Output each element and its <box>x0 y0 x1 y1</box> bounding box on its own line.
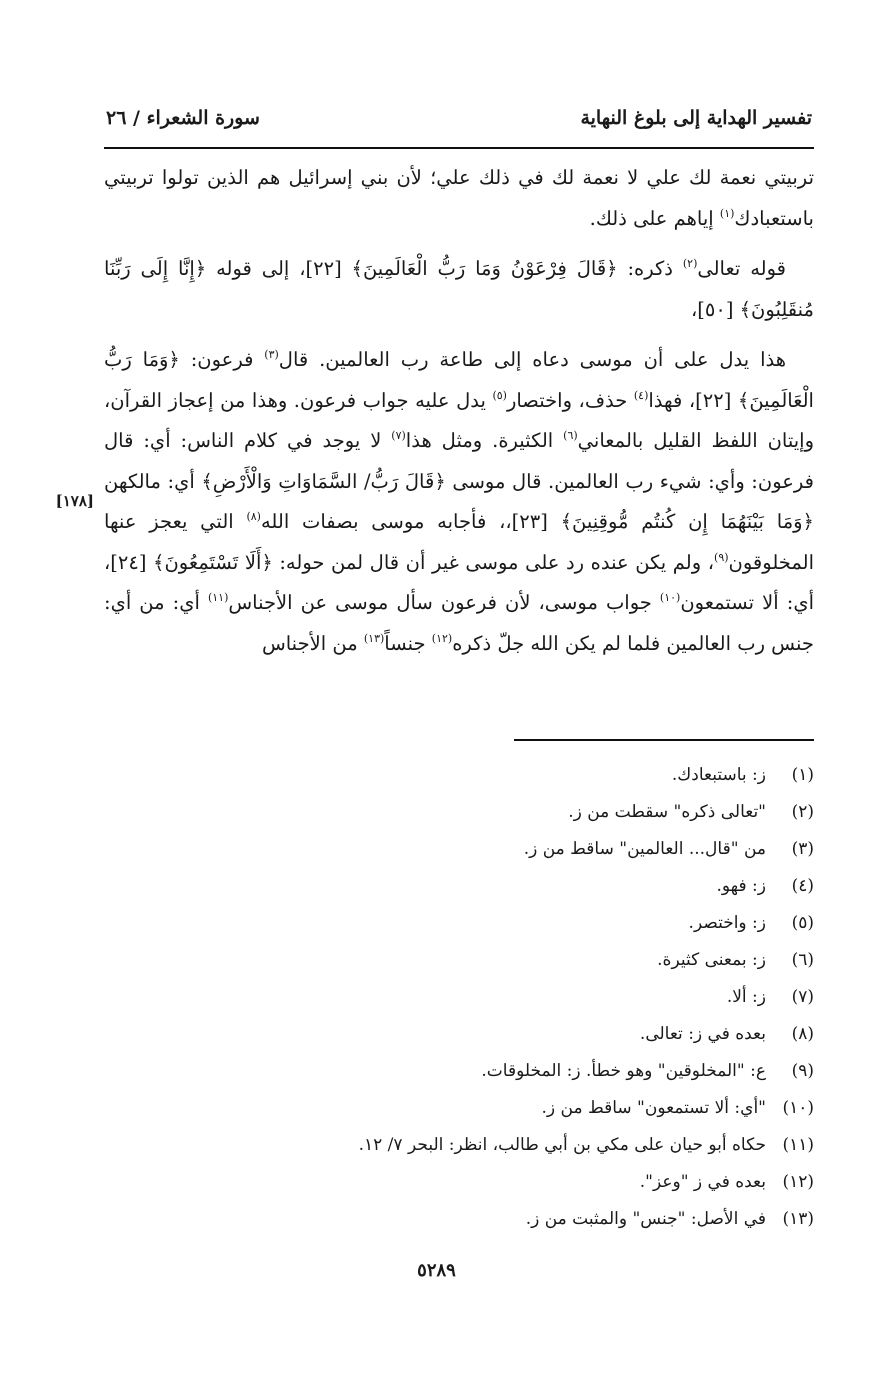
book-title: تفسير الهداية إلى بلوغ النهاية <box>580 107 812 129</box>
paragraph-2: قوله تعالى$^{(٢)}$ ذكره: ﴿قَالَ فِرْعَوْنُ وَمَا رَبُّ الْعَالَمِينَ﴾ [٢٢]، إلى قوله ﴿إِنَّا إِلَى رَبِّنَا مُنقَلِبُونَ﴾ [٥٠]، <box>104 257 814 321</box>
footnote-item <box>104 1016 814 1053</box>
surah-title: سورة الشعراء / ٢٦ <box>106 107 260 129</box>
footnote-item <box>104 1090 814 1127</box>
footnote-item <box>104 757 814 794</box>
footnote-text: "تعالى ذكره" سقطت من ز. <box>568 802 766 822</box>
footnote-ref-7[interactable]: (٧) <box>391 429 406 442</box>
footnote-text: حكاه أبو حيان على مكي بن أبي طالب، انظر: البحر ٧/ ١٢. <box>358 1135 766 1155</box>
footnote-number: (٩) <box>791 1061 814 1081</box>
footnote-number: (١١) <box>782 1135 814 1155</box>
footnote-item <box>104 831 814 868</box>
page-number: ٥٢٨٩ <box>417 1260 456 1281</box>
footnote-number: (٦) <box>791 950 814 970</box>
footnote-number: (١) <box>791 765 814 785</box>
footnote-number: (٥) <box>791 913 814 933</box>
footnote-item <box>104 1201 814 1238</box>
footnote-text: بعده في ز "وعز". <box>639 1172 766 1192</box>
footnote-ref-4[interactable]: (٤) <box>633 388 649 402</box>
manuscript-folio-mark: [١٧٨] <box>55 492 94 510</box>
footnote-item <box>104 1127 814 1164</box>
footnote-ref-8[interactable]: (٨) <box>246 510 261 523</box>
header-divider <box>104 147 814 149</box>
footnote-ref-13[interactable]: (١٣) <box>363 631 385 645</box>
footnote-item <box>104 979 814 1016</box>
footnote-text: ز: ألا. <box>726 987 766 1007</box>
footnote-ref-5[interactable]: (٥) <box>492 388 507 402</box>
footnote-ref-9[interactable]: (٩) <box>714 550 729 564</box>
footnotes <box>104 757 814 1238</box>
running-header <box>106 98 812 138</box>
footnote-item <box>104 905 814 942</box>
footnote-text: "أي: ألا تستمعون" ساقط من ز. <box>541 1098 766 1118</box>
footnote-text: ز: فهو. <box>716 876 766 896</box>
footnote-item <box>104 1053 814 1090</box>
footnote-text: من "قال... العالمين" ساقط من ز. <box>523 839 766 859</box>
footnote-item <box>104 794 814 831</box>
footnote-text: ع: "المخلوقين" وهو خطأ. ز: المخلوقات. <box>481 1061 766 1081</box>
footnote-text: في الأصل: "جنس" والمثبت من ز. <box>525 1209 766 1229</box>
footnote-number: (١٣) <box>782 1209 814 1229</box>
footnote-ref-3[interactable]: (٣) <box>264 348 279 361</box>
footnote-item <box>104 868 814 905</box>
footnote-number: (١٢) <box>782 1172 814 1192</box>
footnote-ref-12[interactable]: (١٢) <box>431 631 453 645</box>
footnote-divider <box>514 739 814 741</box>
footnote-text: بعده في ز: تعالى. <box>639 1024 766 1044</box>
footnote-number: (١٠) <box>782 1098 814 1118</box>
main-text <box>104 158 814 664</box>
footnote-number: (٣) <box>791 839 814 859</box>
footnote-ref-10[interactable]: (١٠) <box>659 591 681 604</box>
footnote-ref-2[interactable]: (٢) <box>682 257 698 270</box>
footnote-number: (٤) <box>791 876 814 896</box>
footnote-item <box>104 942 814 979</box>
paragraph-1: تربيتي نعمة لك علي لا نعمة لك في ذلك علي؛ لأن بني إسرائيل هم الذين تولوا تربيتي باستعبادك$^{(١)}$ إياهم على ذلك. <box>104 166 814 230</box>
footnote-text: ز: واختصر. <box>688 913 766 933</box>
footnote-ref-6[interactable]: (٦) <box>563 429 578 442</box>
footnote-number: (٢) <box>791 802 814 822</box>
footnote-ref-1[interactable]: (١) <box>719 206 735 220</box>
footnote-item <box>104 1164 814 1201</box>
footnote-text: ز: بمعنى كثيرة. <box>657 950 766 970</box>
footnote-number: (٨) <box>791 1024 814 1044</box>
paragraph-3: هذا يدل على أن موسى دعاه إلى طاعة رب العالمين. قال$^{(٣)}$ فرعون: ﴿وَمَا رَبُّ الْعَالَمِينَ﴾ [٢٢]، فهذا$^{(٤)}$ حذف، واختصار$^{(٥)}$ يدل عليه جواب فرعون. وهذا من إعجاز القرآن، وإيتان اللفظ القليل بالمعاني$^{(٦)}$ الكثيرة. ومثل هذا$^{(٧)}$ لا يوجد في كلام الناس: أي: قال فرعون: وأي: شيء رب العالمين. قال موسى ﴿قَالَ رَبُّ/ السَّمَاوَاتِ وَالْأَرْضِ﴾ أي: مالكهن ﴿وَمَا بَيْنَهُمَا إِن كُنتُم مُّوقِنِينَ﴾ [٢٣]،، فأجابه موسى بصفات الله$^{(٨)}$ التي يعجز عنها المخلوقون$^{(٩)}$، ولم يكن عنده رد على موسى غير أن قال لمن حوله: ﴿أَلَا تَسْتَمِعُونَ﴾ [٢٤]، أي: ألا تستمعون$^{(١٠)}$ جواب موسى، لأن فرعون سأل موسى عن الأجناس$^{(١١)}$ أي: من أي: جنس رب العالمين فلما لم يكن الله جلّ ذكره$^{(١٢)}$ جنساً$^{(١٣)}$ من الأجناس <box>104 348 815 655</box>
footnote-text: ز: باستبعادك. <box>671 765 766 785</box>
footnote-number: (٧) <box>791 987 814 1007</box>
footnote-ref-11[interactable]: (١١) <box>207 591 229 604</box>
